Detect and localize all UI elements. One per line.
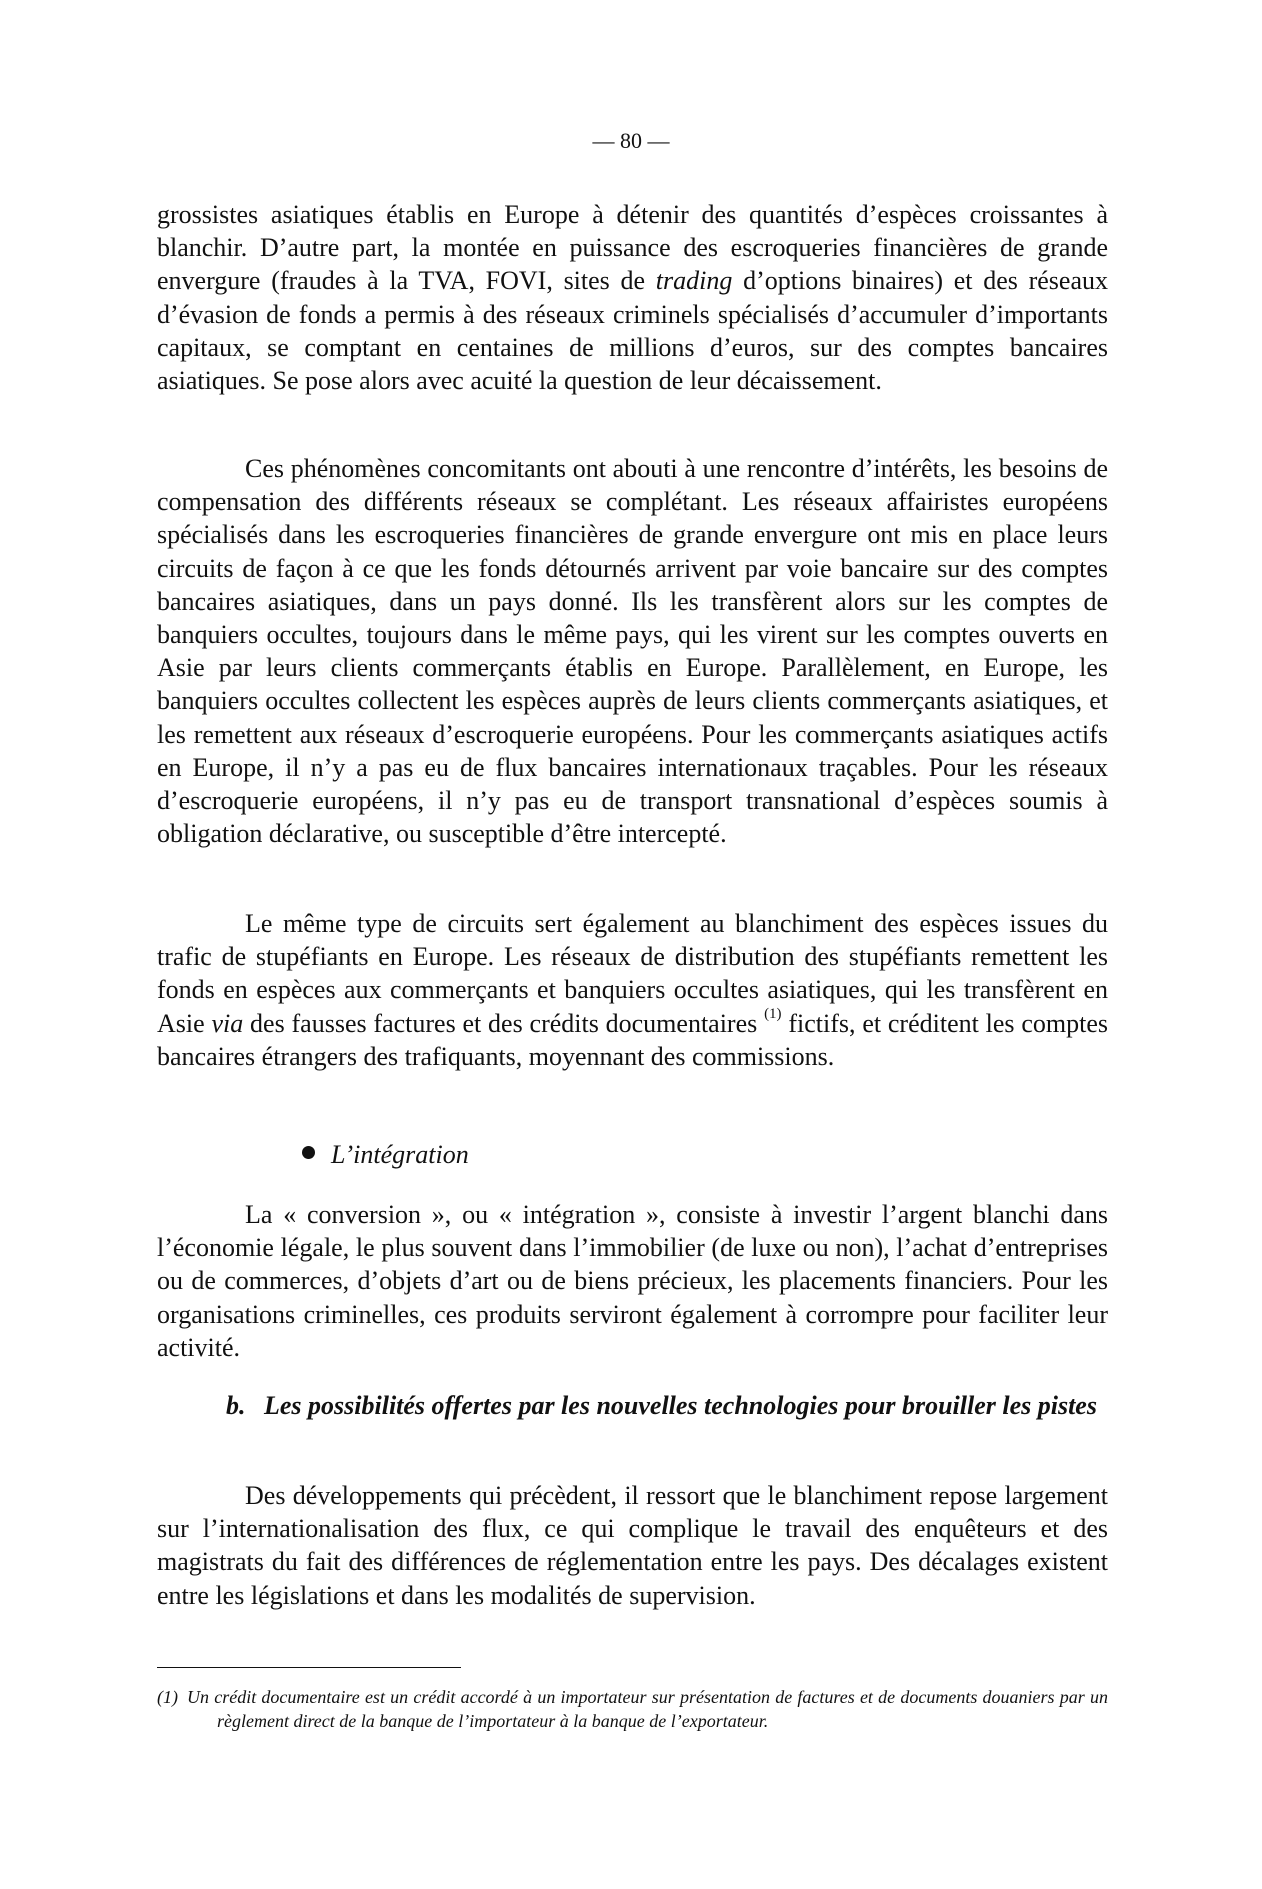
paragraph-3-text-a: Le même type de circuits sert également au blanchiment des espèces issues du trafic de stupéfiants en Europe. Les réseaux de distribution des stupéfiants remettent les fonds en espèces aux commerçants et banquiers occultes asiatiques, qui les transfèrent en Asie bbox=[157, 909, 1108, 1038]
page-number: — 80 — bbox=[592, 128, 670, 153]
paragraph-3-text-b: des fausses factures et des crédits documentaires bbox=[243, 1008, 758, 1038]
paragraph-4-text: La « conversion », ou « intégration », consiste à investir l’argent blanchi dans l’économie légale, le plus souvent dans l’immobilier (de luxe ou non), l’achat d’entreprises ou de commerces, d’objets d’art ou de biens précieux, les placements financiers. Pour les organisations criminelles, ces produits serviront également à corrompre pour faciliter leur activité. bbox=[157, 1200, 1108, 1362]
paragraph-4 bbox=[157, 1198, 1108, 1364]
paragraph-3 bbox=[157, 907, 1108, 1073]
paragraph-3-italic-term: via bbox=[211, 1008, 244, 1038]
paragraph-1 bbox=[157, 198, 1108, 397]
section-heading bbox=[226, 1389, 1108, 1422]
section-letter: b. bbox=[226, 1391, 246, 1420]
subheading-integration bbox=[302, 1138, 469, 1171]
section-title: Les possibilités offertes par les nouvelles technologies pour brouiller les pistes bbox=[264, 1391, 1097, 1420]
paragraph-1-text-start: grossistes asiatiques établis en Europe à détenir des quantités d’espèces croissantes à blanchir. D’autre part, la montée en puissance des escroqueries financières de grande envergure (fraudes à la TVA, FOVI, sites de bbox=[157, 200, 1108, 296]
footnote-divider bbox=[157, 1667, 461, 1668]
paragraph-5 bbox=[157, 1479, 1108, 1612]
footnote-mark: (1) bbox=[157, 1687, 178, 1707]
bullet-icon bbox=[302, 1146, 315, 1159]
footnote-text: Un crédit documentaire est un crédit accordé à un importateur sur présentation de factures et de documents douaniers par un règlement direct de la banque de l’importateur à la banque de l’exportateur. bbox=[187, 1687, 1108, 1731]
paragraph-3-text-c: fictifs, et créditent les comptes bancaires étrangers des trafiquants, moyennant des commissions. bbox=[157, 1008, 1108, 1071]
footnote bbox=[157, 1685, 1108, 1733]
paragraph-2 bbox=[157, 452, 1108, 850]
paragraph-1-text-end: d’options binaires) et des réseaux d’évasion de fonds a permis à des réseaux criminels spécialisés d’accumuler d’importants capitaux, se comptant en centaines de millions d’euros, sur des comptes bancaires asiatiques. Se pose alors avec acuité la question de leur décaissement. bbox=[157, 266, 1108, 396]
footnote-reference[interactable]: (1) bbox=[764, 1005, 782, 1022]
subheading-label: L’intégration bbox=[331, 1140, 469, 1169]
paragraph-5-text: Des développements qui précèdent, il ressort que le blanchiment repose largement sur l’internationalisation des flux, ce qui complique le travail des enquêteurs et des magistrats du fait des différences de réglementation entre les pays. Des décalages existent entre les législations et dans les modalités de supervision. bbox=[157, 1481, 1108, 1610]
paragraph-1-italic-term: trading bbox=[655, 266, 733, 296]
paragraph-2-text: Ces phénomènes concomitants ont abouti à une rencontre d’intérêts, les besoins de compensation des différents réseaux se complétant. Les réseaux affairistes européens spécialisés dans les escroqueries financières de grande envergure ont mis en place leurs circuits de façon à ce que les fonds détournés arrivent par voie bancaire sur des comptes bancaires asiatiques, dans un pays donné. Ils les transfèrent alors sur les comptes de banquiers occultes, toujours dans le même pays, qui les virent sur les comptes ouverts en Asie par leurs clients commerçants établis en Europe. Parallèlement, en Europe, les banquiers occultes collectent les espèces auprès de leurs clients commerçants asiatiques, et les remettent aux réseaux d’escroquerie européens. Pour les commerçants asiatiques actifs en Europe, il n’y a pas eu de flux bancaires internationaux traçables. Pour les réseaux d’escroquerie européens, il n’y pas eu de transport transnational d’espèces soumis à obligation déclarative, ou susceptible d’être intercepté. bbox=[157, 454, 1108, 849]
